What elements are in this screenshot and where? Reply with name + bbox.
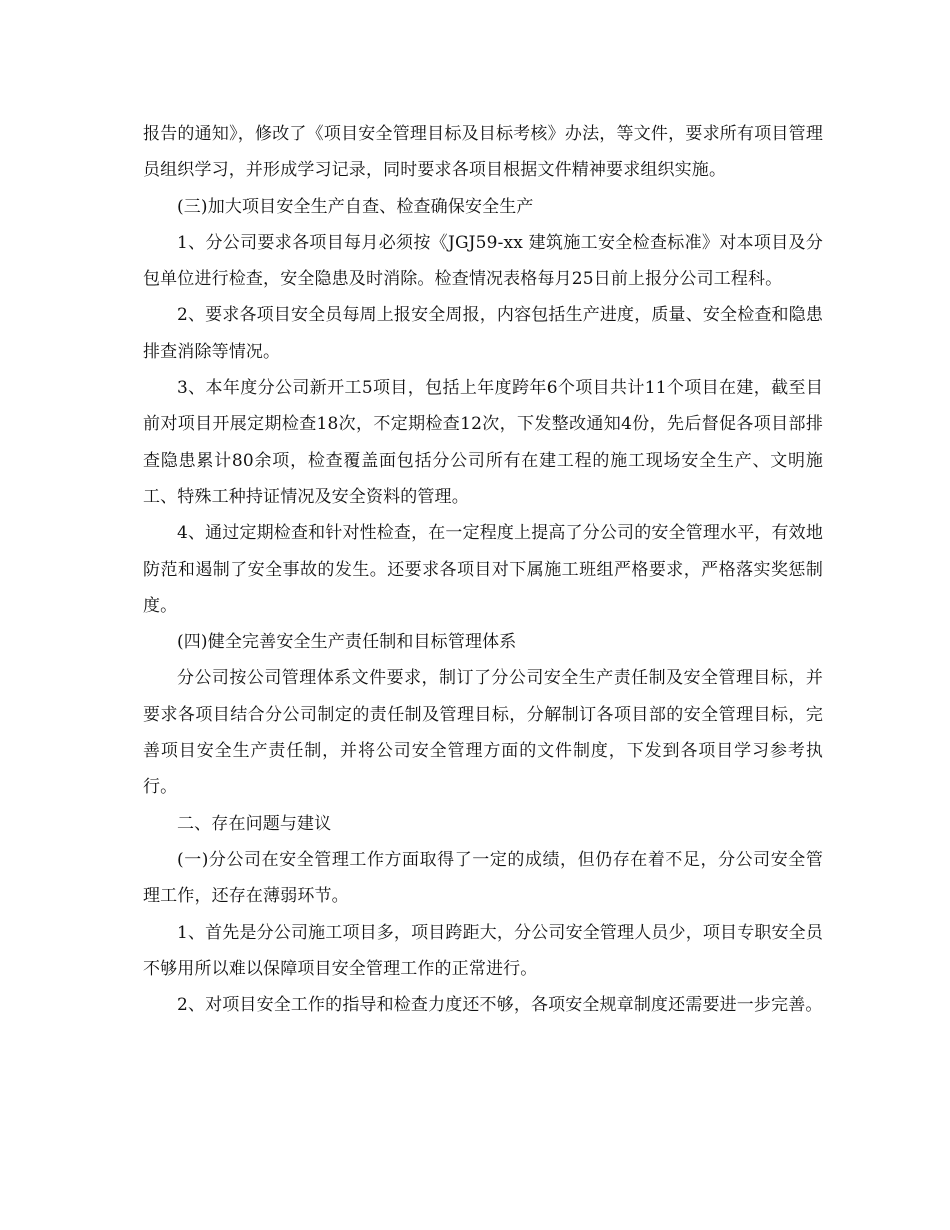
paragraph-item-2: 2、要求各项目安全员每周上报安全周报，内容包括生产进度，质量、安全检查和隐患排查消除等情况。 (143, 305, 823, 362)
paragraph-item-1: 1、分公司要求各项目每月必须按《JGJ59-xx 建筑施工安全检查标准》对本项目及分包单位进行检查，安全隐患及时消除。检查情况表格每月25日前上报分公司工程科。 (143, 232, 823, 290)
section-heading-three: (三)加大项目安全生产自查、检查确保安全生产 (177, 196, 534, 217)
document-body (143, 116, 823, 1023)
paragraph-responsibility: 分公司按公司管理体系文件要求，制订了分公司安全生产责任制及安全管理目标，并要求各项目结合分公司制定的责任制及管理目标，分解制订各项目部的安全管理目标，完善项目安全生产责任制，并将公司安全管理方面的文件制度，下发到各项目学习参考执行。 (143, 668, 823, 798)
paragraph-item-3: 3、本年度分公司新开工5项目，包括上年度跨年6个项目共计11个项目在建，截至目前对项目开展定期检查18次，不定期检查12次，下发整改通知4份，先后督促各项目部排查隐患累计80余项，检查覆盖面包括分公司所有在建工程的施工现场安全生产、文明施工、特殊工种持证情况及安全资料的管理。 (143, 378, 823, 507)
chapter-heading-two: 二、存在问题与建议 (177, 813, 332, 834)
problem-item-2: 2、对项目安全工作的指导和检查力度还不够，各项安全规章制度还需要进一步完善。 (177, 995, 823, 1016)
paragraph-continued: 报告的通知》，修改了《项目安全管理目标及目标考核》办法，等文件，要求所有项目管理员组织学习，并形成学习记录，同时要求各项目根据文件精神要求组织实施。 (143, 124, 823, 181)
section-heading-four: (四)健全完善安全生产责任制和目标管理体系 (177, 632, 517, 653)
paragraph-item-4: 4、通过定期检查和针对性检查，在一定程度上提高了分公司的安全管理水平，有效地防范和遏制了安全事故的发生。还要求各项目对下属施工班组严格要求，严格落实奖惩制度。 (143, 523, 823, 616)
problem-item-1: 1、首先是分公司施工项目多，项目跨距大，分公司安全管理人员少，项目专职安全员不够用所以难以保障项目安全管理工作的正常进行。 (143, 922, 823, 979)
section-heading-one: (一)分公司在安全管理工作方面取得了一定的成绩，但仍存在着不足，分公司安全管理工作，还存在薄弱环节。 (143, 849, 823, 907)
